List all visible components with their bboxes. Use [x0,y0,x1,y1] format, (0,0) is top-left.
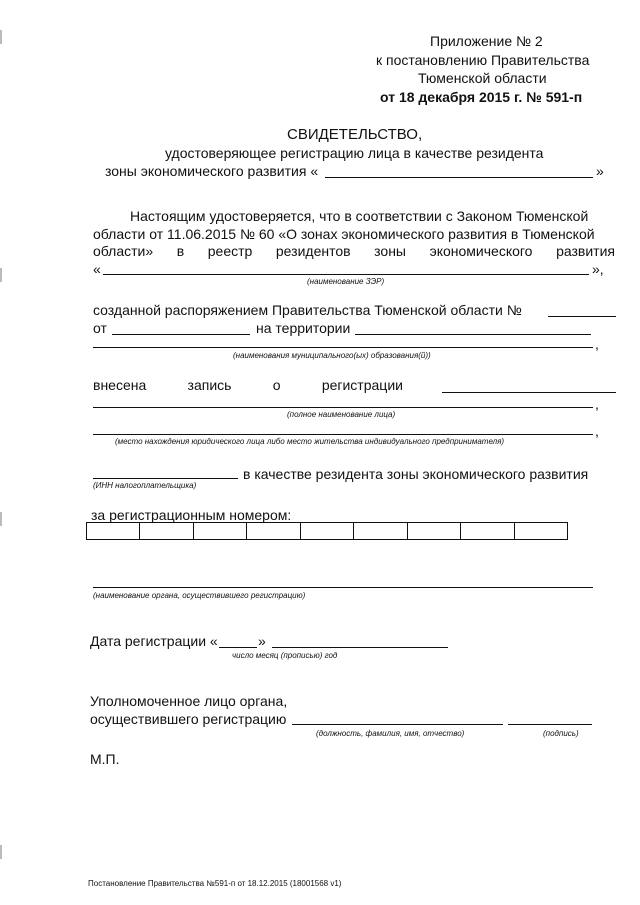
official-position-name-field[interactable] [292,724,503,725]
registration-digit-cell[interactable] [140,523,193,539]
zer-quote-close: », [592,261,604,277]
entry-registered-line [93,377,403,393]
appendix-number: Приложение № 2 [430,33,543,49]
caption-location: (место нахождения юридического лица либо место жительства индивидуального предпринимателя) [115,437,505,446]
document-title: СВИДЕТЕЛЬСТВО, [287,126,423,143]
appendix-region: Тюменской области [418,70,547,86]
footer-note: Постановление Правительства №591-п от 18.12.2015 (18001568 v1) [88,879,342,888]
caption-zer-name: (наименование ЗЭР) [307,277,385,286]
inn-field[interactable] [93,478,238,479]
caption-signature: (подпись) [543,729,579,738]
caption-full-name: (полное наименование лица) [287,410,396,419]
entry-word: запись [187,377,232,393]
municipality-comma: , [595,336,599,352]
stamp-place: М.П. [90,751,120,767]
municipality-field[interactable] [93,347,593,348]
appendix-decree-ref: к постановлению Правительства [376,52,590,68]
registration-digit-cell[interactable] [301,523,354,539]
registration-digit-cell[interactable] [515,523,567,539]
authorized-person-label-1: Уполномоченное лицо органа, [90,693,288,709]
zer-name-field[interactable] [103,274,589,275]
entity-full-name-field[interactable] [93,407,593,408]
intro-word: реестр [207,243,253,259]
entry-word: о [272,377,281,393]
entity-location-field[interactable] [93,434,593,435]
intro-word: области» [93,243,154,259]
zone-name-prefix: зоны экономического развития « [105,163,319,179]
location-comma: , [595,423,599,439]
territory-label: на территории [256,320,351,336]
created-by-label: созданной распоряжением Правительства Тюменской области № [93,302,522,318]
zone-name-suffix: » [596,163,604,179]
entry-word: внесена [93,377,147,393]
decree-date-label: от [93,320,107,336]
caption-date: число месяц (прописью) год [232,651,338,660]
caption-inn: (ИНН налогоплательщика) [93,481,197,490]
registration-number-label: за регистрационным номером: [91,507,292,523]
registration-digit-cell[interactable] [408,523,461,539]
signature-field[interactable] [508,724,592,725]
entry-word: регистрации [321,377,403,393]
registration-digit-cell[interactable] [247,523,300,539]
entry-extra-field[interactable] [442,392,616,393]
full-name-comma: , [595,396,599,412]
caption-position-name: (должность, фамилия, имя, отчество) [316,729,465,738]
registering-organ-field[interactable] [93,587,593,588]
zone-name-field[interactable] [325,177,593,178]
registration-digit-cell[interactable] [354,523,407,539]
intro-word: развития [556,243,615,259]
caption-registering-organ: (наименование органа, осуществившего регистрацию) [93,591,306,600]
registration-number-grid [86,522,568,540]
registration-digit-cell[interactable] [194,523,247,539]
scan-edge-mark [0,512,2,526]
intro-line-1: Настоящим удостоверяется, что в соответствии с Законом Тюменской [130,208,589,224]
registration-month-year-field[interactable] [272,647,448,648]
intro-word: в [176,243,185,259]
intro-word: экономического [429,243,533,259]
caption-municipality: (наименования муниципального(ых) образования(й)) [233,351,431,360]
resident-status-label: в качестве резидента зоны экономического развития [243,466,589,482]
authorized-person-label-2: осуществившего регистрацию [90,711,287,727]
intro-line-3 [93,243,615,259]
territory-field[interactable] [355,334,591,335]
zer-quote-open: « [93,261,101,277]
intro-word: резидентов [275,243,351,259]
registration-date-close: » [258,633,266,649]
appendix-date-number: от 18 декабря 2015 г. № 591-п [380,89,583,105]
registration-digit-cell[interactable] [461,523,514,539]
document-subtitle: удостоверяющее регистрацию лица в качестве резидента [165,145,544,161]
decree-number-field[interactable] [548,316,616,317]
registration-date-label: Дата регистрации « [90,633,218,649]
scan-edge-mark [0,845,2,859]
registration-digit-cell[interactable] [87,523,140,539]
decree-date-field[interactable] [112,334,250,335]
scan-edge-mark [0,268,2,282]
registration-day-field[interactable] [219,647,257,648]
scan-edge-mark [0,30,2,44]
intro-line-2: области от 11.06.2015 № 60 «О зонах экономического развития в Тюменской [93,226,595,242]
intro-word: зоны [374,243,406,259]
